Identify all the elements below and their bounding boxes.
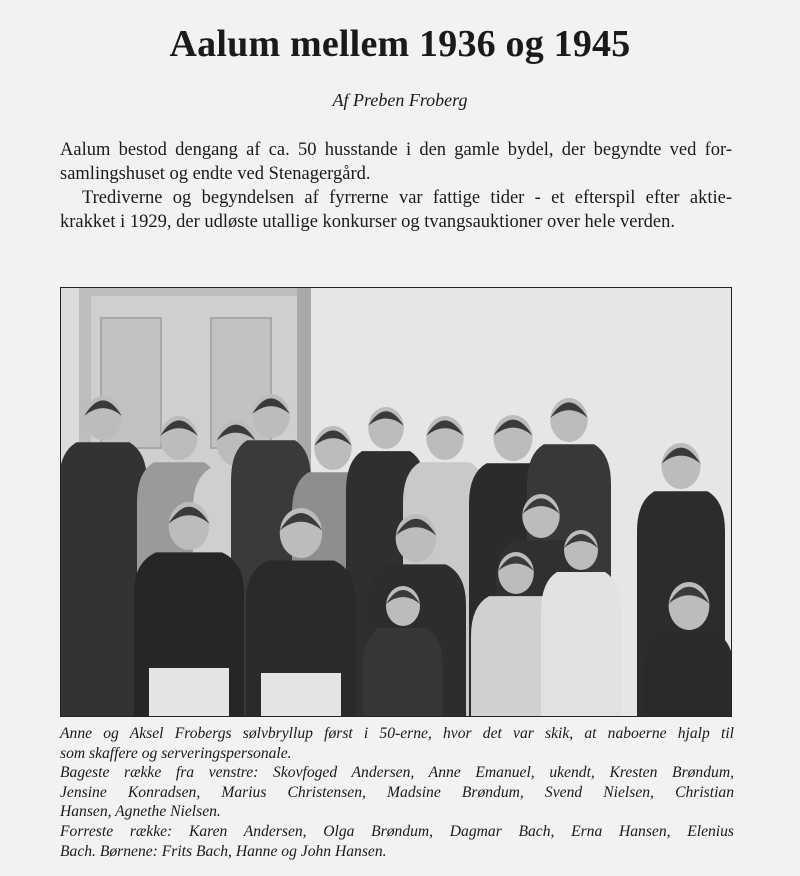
caption-line-1: Anne og Aksel Frobergs sølvbryllup først i 50-erne, hvor det var skik, at naboerne hjalp til <box>60 725 734 742</box>
caption-line-4: Jensine Konradsen, Marius Christensen, Madsine Brøndum, Svend Nielsen, Christian <box>60 783 734 801</box>
caption-line-5: Hansen, Agnethe Nielsen. <box>60 803 221 821</box>
paragraph-2-line-1: Trediverne og begyndelsen af fyrrerne var fattige tider - et efterspil efter aktie- <box>82 188 732 208</box>
photo-apron-2 <box>261 673 341 717</box>
paragraph-2 <box>60 186 732 234</box>
paragraph-2-line-2: krakket i 1929, der udløste utallige konkurser og tvangsauktioner over hele verden. <box>60 212 675 232</box>
caption-line-7: Bach. Børnene: Frits Bach, Hanne og John Hansen. <box>60 842 387 860</box>
article-byline: Af Preben Froberg <box>332 90 468 110</box>
article-title: Aalum mellem 1936 og 1945 <box>169 23 631 65</box>
group-photo-illustration <box>61 288 732 717</box>
group-photo <box>60 287 732 717</box>
caption-line-3: Bageste række fra venstre: Skovfoged Andersen, Anne Emanuel, ukendt, Kresten Brøndum, <box>60 764 734 782</box>
article-body <box>60 138 732 234</box>
caption-line-2: som skaffere og serveringspersonale. <box>60 744 292 762</box>
paragraph-1 <box>60 138 732 186</box>
caption-line-6: Forreste række: Karen Andersen, Olga Brøndum, Dagmar Bach, Erna Hansen, Elenius <box>60 822 734 840</box>
paragraph-1-line-1: Aalum bestod dengang af ca. 50 husstande i den gamle bydel, der begyndte ved for- <box>60 140 732 160</box>
photo-apron-1 <box>149 668 229 717</box>
photo-caption <box>60 724 734 861</box>
paragraph-1-line-2: samlingshuset og endte ved Stenagergård. <box>60 164 371 184</box>
